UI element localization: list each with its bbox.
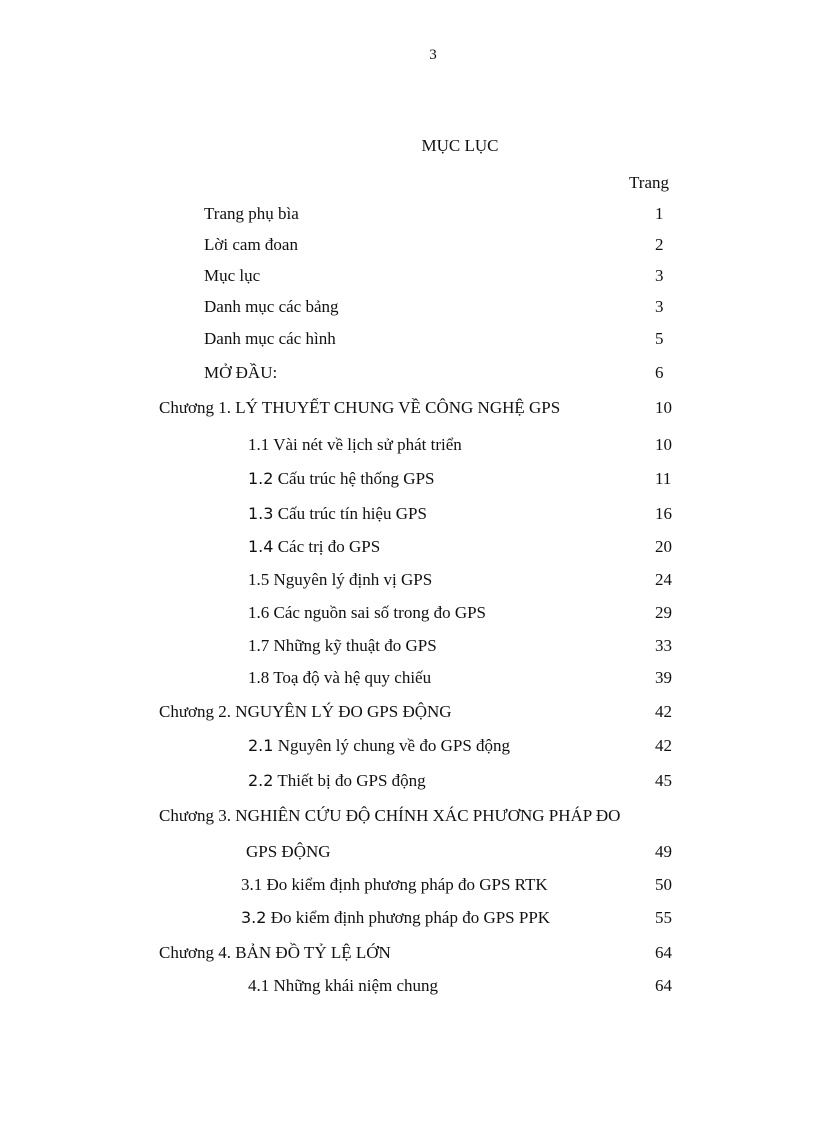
toc-entry-page: 1 [655,204,664,223]
toc-entry-label: 1.7 Những kỹ thuật đo GPS [248,636,437,655]
toc-entry-page: 64 [655,976,672,995]
toc-entry-label: 1.5 Nguyên lý định vị GPS [248,570,433,589]
toc-entry-label: Trang phụ bìa [204,204,299,223]
toc-entry-page: 10 [655,398,672,417]
toc-entry-page: 6 [655,363,664,382]
toc-entry-page: 10 [655,435,672,454]
toc-entry [0,537,816,561]
toc-entry [0,363,816,387]
toc-entry [0,943,816,967]
toc-entry-label: 1.3 Cấu trúc tín hiệu GPS [248,504,427,523]
toc-entry [0,636,816,660]
toc-entry-page: 42 [655,702,672,721]
toc-entry-label: Mục lục [204,266,261,285]
toc-entry-label: Chương 4. BẢN ĐỒ TỶ LỆ LỚN [159,943,391,962]
toc-entry-label: 3.2 Đo kiểm định phương pháp đo GPS PPK [241,908,551,927]
toc-entry-label: GPS ĐỘNG [246,842,331,861]
page-number: 3 [429,47,437,63]
toc-entry-label: 1.8 Toạ độ và hệ quy chiếu [248,668,432,687]
toc-entry-label: 4.1 Những khái niệm chung [248,976,439,995]
toc-entry-page: 42 [655,736,672,755]
toc-entry-page: 55 [655,908,672,927]
toc-entry-label: Danh mục các bảng [204,297,339,316]
toc-entry-label: Lời cam đoan [204,235,298,254]
toc-entry-label: Danh mục các hình [204,329,336,348]
toc-entry [0,771,816,795]
toc-entry [0,204,816,228]
toc-entry [0,570,816,594]
toc-entry-label: 1.2 Cấu trúc hệ thống GPS [248,469,435,488]
toc-entry [0,842,816,866]
toc-entry [0,504,816,528]
toc-entry [0,297,816,321]
toc-entry-page: 39 [655,668,672,687]
toc-entry-page: 45 [655,771,672,790]
toc-entry-label: Chương 1. LÝ THUYẾT CHUNG VỀ CÔNG NGHỆ GPS [159,398,561,417]
toc-entry-label: Chương 3. NGHIÊN CỨU ĐỘ CHÍNH XÁC PHƯƠNG PHÁP ĐO [159,806,621,825]
toc-title: MỤC LỤC [421,136,499,155]
toc-entry-label: MỞ ĐẦU: [204,363,278,382]
toc-entry-label: Chương 2. NGUYÊN LÝ ĐO GPS ĐỘNG [159,702,452,721]
toc-entry [0,235,816,259]
toc-entry [0,668,816,692]
toc-entry [0,435,816,459]
toc-entry-label: 3.1 Đo kiểm định phương pháp đo GPS RTK [241,875,548,894]
toc-entry [0,976,816,1000]
toc-entry-label: 1.6 Các nguồn sai số trong đo GPS [248,603,486,622]
toc-entry [0,469,816,493]
toc-entry-page: 64 [655,943,672,962]
toc-entry-label: 1.4 Các trị đo GPS [248,537,381,556]
toc-entry-label: 1.1 Vài nét về lịch sử phát triển [248,435,462,454]
page-column-header: Trang [629,173,669,192]
toc-entry [0,736,816,760]
toc-entry [0,266,816,290]
toc-entry-page: 20 [655,537,672,556]
toc-entry-page: 3 [655,297,664,316]
toc-entry-page: 2 [655,235,664,254]
toc-entry [0,875,816,899]
toc-entry-page: 3 [655,266,664,285]
toc-entry-label: 2.2 Thiết bị đo GPS động [248,771,426,790]
toc-entry [0,702,816,726]
toc-entry-page: 16 [655,504,672,523]
toc-entry-page: 24 [655,570,672,589]
toc-entry-page: 33 [655,636,672,655]
toc-entry [0,603,816,627]
toc-entry [0,908,816,932]
toc-entry [0,329,816,353]
toc-entry-page: 11 [655,469,672,488]
toc-entry-page: 49 [655,842,672,861]
toc-entry-label: 2.1 Nguyên lý chung về đo GPS động [248,736,511,755]
toc-entry-page: 50 [655,875,672,894]
toc-entry-page: 5 [655,329,664,348]
toc-entry [0,806,816,830]
toc-entry-page: 29 [655,603,672,622]
toc-entry [0,398,816,422]
